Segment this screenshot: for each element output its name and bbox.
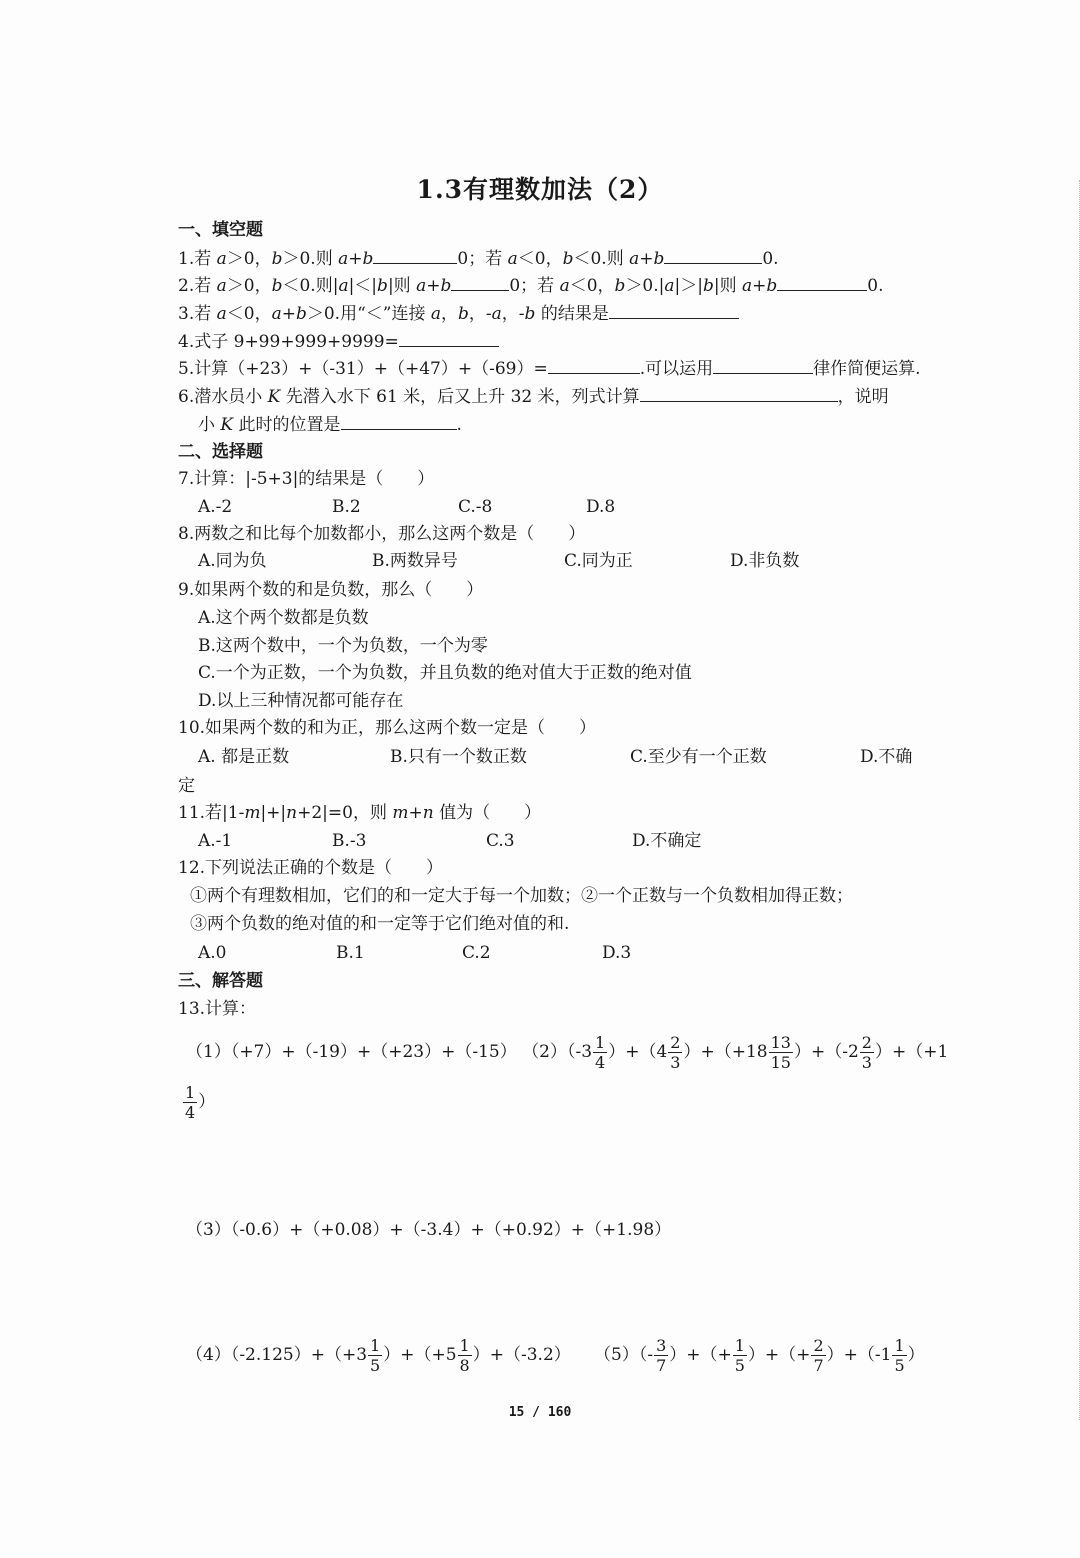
q7-option-c[interactable]: C.-8 (458, 497, 493, 517)
question-13: 13.计算： (178, 999, 257, 1019)
page-title: 1.3有理数加法（2） (416, 175, 664, 204)
q7-option-a[interactable]: A.-2 (198, 497, 233, 517)
question-1: 1.若 a＞0，b＞0.则 a+b 0；若 a＜0，b＜0.则 a+b 0. (178, 245, 779, 271)
answer-blank[interactable] (777, 272, 867, 291)
section-fill-heading: 一、填空题 (178, 220, 263, 240)
q8-option-b[interactable]: B.两数异号 (372, 551, 458, 571)
q7-option-b[interactable]: B.2 (332, 497, 361, 517)
fraction: $\frac{1}{4}$ (595, 1033, 606, 1072)
q11-option-d[interactable]: D.不确定 (632, 831, 702, 851)
q9-option-c[interactable]: C.一个为正数，一个为负数，并且负数的绝对值大于正数的绝对值 (198, 663, 692, 683)
page-number: 15 / 160 (508, 1405, 572, 1420)
q8-option-c[interactable]: C.同为正 (564, 551, 633, 571)
answer-blank[interactable] (609, 300, 739, 319)
question-5: 5.计算（+23）+（-31）+（+47）+（-69）= .可以运用 律作简便运算. (178, 355, 921, 381)
q13-part-3: （3）（-0.6）+（+0.08）+（-3.4）+（+0.92）+（+1.98） (186, 1220, 672, 1240)
q13-part-5: （5）（- $\frac{3}{7}$ ）+（+ $\frac{1}{5}$ ）+（+ $\frac{2}{7}$ ）+（-1 $\frac{1}{5}$ ） (594, 1336, 925, 1375)
fraction: $\frac{13}{15}$ (770, 1033, 791, 1072)
q13-part-1: （1）（+7）+（-19）+（+23）+（-15） (186, 1042, 517, 1062)
section-answer-heading: 三、解答题 (178, 971, 263, 991)
fraction: $\frac{1}{5}$ (370, 1336, 381, 1375)
question-11: 11.若|1-m|+|n+2|=0，则 m+n 值为（ ） (178, 803, 542, 823)
q13-part-2-cont: $\frac{1}{4}$ ） (185, 1083, 216, 1122)
q10-option-d-cont: 定 (178, 776, 195, 796)
fraction: $\frac{1}{5}$ (734, 1336, 745, 1375)
question-10: 10.如果两个数的和为正，那么这两个数一定是（ ） (178, 718, 597, 738)
q11-option-c[interactable]: C.3 (486, 831, 515, 851)
section-choice-heading: 二、选择题 (178, 442, 263, 462)
q12-option-d[interactable]: D.3 (602, 943, 632, 963)
q12-statement-1: ①两个有理数相加，它们的和一定大于每一个加数；②一个正数与一个负数相加得正数； (190, 886, 853, 906)
answer-blank[interactable] (713, 355, 813, 374)
question-4: 4.式子 9+99+999+9999= (178, 328, 499, 354)
scan-edge (1076, 180, 1080, 1420)
q7-option-d[interactable]: D.8 (586, 497, 616, 517)
q10-option-d[interactable]: D.不确 (860, 747, 913, 767)
q9-option-d[interactable]: D.以上三种情况都可能存在 (198, 691, 404, 711)
question-12: 12.下列说法正确的个数是（ ） (178, 858, 444, 878)
fraction: $\frac{2}{7}$ (813, 1336, 824, 1375)
q12-option-c[interactable]: C.2 (462, 943, 491, 963)
q8-option-a[interactable]: A.同为负 (198, 551, 267, 571)
q12-statement-2: ③两个负数的绝对值的和一定等于它们绝对值的和. (190, 914, 570, 934)
q12-option-b[interactable]: B.1 (336, 943, 365, 963)
fraction: $\frac{3}{7}$ (656, 1336, 667, 1375)
answer-blank[interactable] (341, 411, 457, 430)
q10-option-b[interactable]: B.只有一个数正数 (390, 747, 527, 767)
q10-option-c[interactable]: C.至少有一个正数 (630, 747, 767, 767)
q13-part-4: （4）（-2.125）+（+3 $\frac{1}{5}$ ）+（+5 $\frac{1}{8}$ ）+（-3.2） (186, 1336, 571, 1375)
question-6: 6.潜水员小 K 先潜入水下 61 米，后又上升 32 米，列式计算 ，说明 (178, 383, 889, 409)
q8-option-d[interactable]: D.非负数 (730, 551, 800, 571)
question-9: 9.如果两个数的和是负数，那么（ ） (178, 580, 484, 600)
question-8: 8.两数之和比每个加数都小，那么这两个数是（ ） (178, 524, 586, 544)
answer-blank[interactable] (451, 272, 509, 291)
fraction: $\frac{1}{8}$ (459, 1336, 470, 1375)
answer-blank[interactable] (664, 245, 762, 264)
answer-blank[interactable] (399, 328, 499, 347)
q12-option-a[interactable]: A.0 (198, 943, 227, 963)
q9-option-a[interactable]: A.这个两个数都是负数 (198, 608, 369, 628)
fraction: $\frac{2}{3}$ (861, 1033, 872, 1072)
q11-option-b[interactable]: B.-3 (332, 831, 367, 851)
question-6-cont: 小 K 此时的位置是 . (198, 411, 462, 437)
q9-option-b[interactable]: B.这两个数中，一个为负数，一个为零 (198, 636, 488, 656)
answer-blank[interactable] (548, 355, 640, 374)
fraction: $\frac{1}{4}$ (185, 1083, 196, 1122)
fraction: $\frac{1}{5}$ (894, 1336, 905, 1375)
fraction: $\frac{2}{3}$ (670, 1033, 681, 1072)
question-7: 7.计算：|-5+3|的结果是（ ） (178, 469, 435, 489)
q10-option-a[interactable]: A. 都是正数 (198, 747, 290, 767)
q11-option-a[interactable]: A.-1 (198, 831, 233, 851)
answer-blank[interactable] (640, 383, 838, 402)
answer-blank[interactable] (373, 245, 457, 264)
question-2: 2.若 a＞0，b＜0.则|a|＜|b|则 a+b 0；若 a＜0，b＞0.|a|＞|b|则 a+b 0. (178, 272, 884, 298)
question-3: 3.若 a＜0，a+b＞0.用“＜”连接 a，b，-a，-b 的结果是 (178, 300, 739, 326)
q13-part-1-2: （1）（+7）+（-19）+（+23）+（-15） （2）（-3 $\frac{1}{4}$ ）+（4 $\frac{2}{3}$ ）+（+18 $\frac{13}{15}$ ）+（-2 $\frac{2}{3}$ ）+（+1 (186, 1033, 949, 1072)
